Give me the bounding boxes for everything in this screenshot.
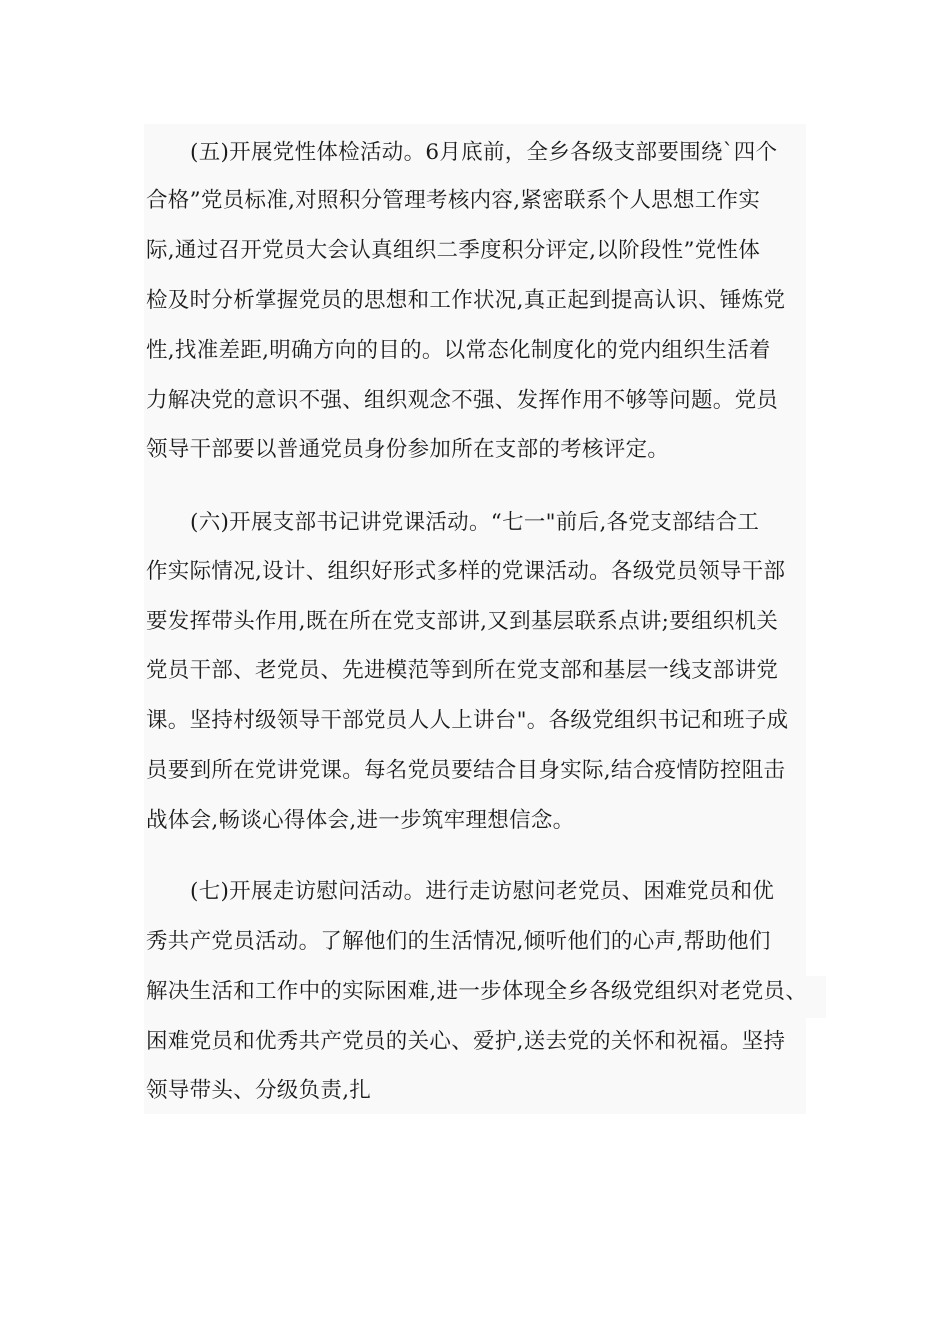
paragraph-5-line-4: 检及时分析掌握党员的思想和工作状况,真正起到提高认识、锤炼党 (146, 288, 786, 313)
paragraph-7-line-1: (七)开展走访慰问活动。进行走访慰问老党员、困难党员和优 (190, 879, 775, 904)
paragraph-7-line-3: 解决生活和工作中的实际困难,进一步体现全乡各级党组织对老党员、 (146, 979, 808, 1004)
paragraph-6-line-6: 员要到所在党讲党课。每名党员要结合目身实际,结合疫情防控阻击 (146, 758, 786, 783)
paragraph-7-line-4: 困难党员和优秀共产党员的关心、爱护,送去党的关怀和祝福。坚持 (146, 1029, 786, 1054)
paragraph-5-line-1: (五)开展党性体检活动。6月底前，全乡各级支部要围绕`四个 (190, 140, 778, 165)
paragraph-5-line-7: 领导干部要以普通党员身份参加所在支部的考核评定。 (146, 437, 670, 462)
paragraph-5-line-3: 际,通过召开党员大会认真组织二季度积分评定,以阶段性”党性体 (146, 238, 761, 263)
paragraph-6-line-5: 课。坚持村级领导干部党员人人上讲台"。各级党组织书记和班子成 (146, 708, 789, 733)
paragraph-6-line-7: 战体会,畅谈心得体会,进一步筑牢理想信念。 (146, 808, 575, 833)
paragraph-5-line-6: 力解决党的意识不强、组织观念不强、发挥作用不够等问题。党员 (146, 388, 779, 413)
paragraph-7-line-2: 秀共产党员活动。了解他们的生活情况,倾听他们的心声,帮助他们 (146, 929, 771, 954)
paragraph-5-line-2: 合格”党员标准,对照积分管理考核内容,紧密联系个人思想工作实 (146, 188, 761, 213)
paragraph-5-line-5: 性,找准差距,明确方向的目的。以常态化制度化的党内组织生活着 (146, 338, 771, 363)
paragraph-6-line-2: 作实际情况,设计、组织好形式多样的党课活动。各级党员领导干部 (146, 559, 786, 584)
paragraph-6-line-4: 党员干部、老党员、先进模范等到所在党支部和基层一线支部讲党 (146, 658, 779, 683)
paragraph-6-line-3: 要发挥带头作用,既在所在党支部讲,又到基层联系点讲;要组织机关 (146, 609, 779, 634)
paragraph-7-line-5: 领导带头、分级负责,扎 (146, 1078, 372, 1103)
paragraph-6-line-1: (六)开展支部书记讲党课活动。“七一"前后,各党支部结合工 (190, 510, 760, 535)
